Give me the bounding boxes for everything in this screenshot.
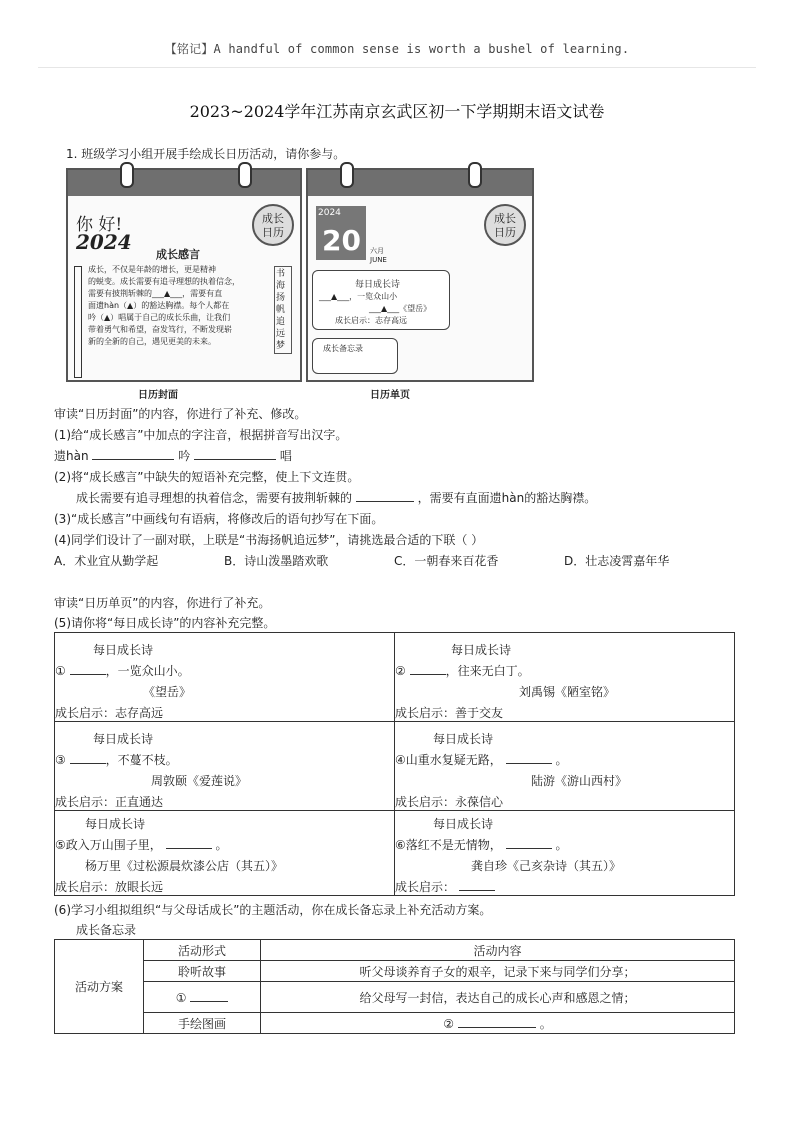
option-a[interactable]: A．术业宜从勤学起 [54, 554, 159, 568]
page-year: 2024 [318, 208, 341, 218]
poem-cell [55, 722, 395, 811]
poem-num: ③ [55, 753, 66, 767]
memo-label: 成长备忘录 [76, 923, 137, 937]
answer-line-1-2 [76, 489, 596, 506]
memo-content [261, 1013, 735, 1034]
page-memo-title: 成长备忘录 [323, 344, 363, 353]
poem-num: ④ [395, 753, 406, 767]
poem-num: ⑤ [55, 838, 66, 852]
page-month-cn: 六月 [370, 247, 384, 255]
memo-content: 给父母写一封信，表达自己的成长心声和感恩之情； [261, 982, 735, 1013]
cover-text-line: 成长，不仅是年龄的增长，更是精神 [88, 265, 216, 274]
poem-hint: 成长启示：放眼长远 [55, 880, 164, 894]
answer-line-1-1 [54, 447, 292, 464]
calendar-cover [66, 168, 302, 382]
option-d[interactable]: D．壮志凌霄嘉年华 [564, 554, 670, 568]
cover-greeting: 你 好! [76, 215, 123, 235]
cover-year: 2024 [76, 230, 132, 254]
poem-hint [395, 878, 495, 895]
cover-section-title: 成长感言 [156, 248, 200, 261]
poem-post: 。 [555, 753, 568, 767]
poem-line [55, 836, 227, 853]
poem-hint: 成长启示：善于交友 [395, 706, 504, 720]
pinyin-han: 遗hàn [54, 449, 89, 463]
poem-pre: 落红不是无情物， [405, 838, 502, 852]
page-poem-hint: 成长启示：志存高远 [335, 316, 407, 325]
poem-source: 杨万里《过松源晨炊漆公店（其五）》 [85, 859, 284, 873]
poem-source: 龚自珍《己亥杂诗（其五）》 [471, 859, 622, 873]
poem-line [395, 836, 567, 853]
page-title: 2023~2024学年江苏南京玄武区初一下学期期末语文试卷 [189, 102, 605, 121]
poem-title: 每日成长诗 [93, 732, 154, 746]
answer-blank[interactable] [194, 447, 276, 460]
memo-form [144, 982, 261, 1013]
poem-hint: 成长启示：正直通达 [55, 795, 164, 809]
cover-text-line: 带着勇气和希望，奋发笃行，不断发现崭 [88, 325, 232, 334]
answer-blank[interactable] [506, 836, 552, 849]
cover-side-text: 书海扬帆追远梦 [274, 266, 292, 354]
cover-left-bar [74, 266, 82, 378]
intro-cover: 审读“日历封面”的内容，你进行了补充、修改。 [54, 407, 307, 421]
poem-num: ① [55, 664, 66, 678]
poem-cell [55, 633, 395, 722]
cover-text-line: 吟（▲）唱属于自己的成长乐曲，让我们 [88, 313, 231, 322]
question-1-3: (3)“成长感言”中画线句有语病，将修改后的语句抄写在下面。 [54, 512, 384, 526]
cover-text-line: 面遗hàn（▲）的豁达胸襟。每个人都在 [88, 301, 230, 310]
option-b[interactable]: B．诗山泼墨踏欢歌 [224, 554, 329, 568]
ring-icon [340, 162, 354, 188]
answer-blank[interactable] [458, 1015, 536, 1028]
header-motto: 【铭记】A handful of common sense is worth a bushel of learning. [164, 42, 630, 56]
poem-title: 每日成长诗 [433, 817, 494, 831]
answer-blank[interactable] [70, 751, 106, 764]
answer-blank[interactable] [92, 447, 174, 460]
poem-hint: 成长启示：永葆信心 [395, 795, 504, 809]
poem-table [54, 632, 735, 896]
poem-line [55, 751, 178, 768]
header-divider [38, 67, 756, 68]
memo-head-content: 活动内容 [261, 940, 735, 961]
answer-blank[interactable] [356, 489, 414, 502]
poem-cell [395, 633, 735, 722]
answer-blank[interactable] [166, 836, 212, 849]
char-chang: 唱 [279, 449, 292, 463]
poem-pre: 政入万山围子里， [65, 838, 162, 852]
ring-icon [468, 162, 482, 188]
cover-text [88, 264, 270, 348]
ring-icon [120, 162, 134, 188]
poem-line [395, 662, 530, 679]
question-1-5: (5)请你将“每日成长诗”的内容补充完整。 [54, 616, 276, 630]
poem-pre: 山重水复疑无路， [405, 753, 502, 767]
poem-cell [55, 811, 395, 896]
memo-form-num: ① [175, 991, 187, 1005]
page-poem-box [312, 270, 450, 330]
poem-cell [395, 722, 735, 811]
answer-blank[interactable] [410, 662, 446, 675]
memo-content-num: ② [443, 1016, 455, 1031]
poem-source: 周敦颐《爱莲说》 [151, 774, 248, 788]
memo-row-label: 活动方案 [55, 940, 144, 1034]
page-poem-title: 每日成长诗 [355, 280, 401, 290]
question-1-6: (6)学习小组拟组织“与父母话成长”的主题活动，你在成长备忘录上补充活动方案。 [54, 903, 492, 917]
poem-source: 《望岳》 [143, 685, 192, 699]
q2-text-a: 成长需要有追寻理想的执着信念，需要有披荆斩棘的 [76, 491, 353, 505]
poem-source: 刘禹锡《陋室铭》 [519, 685, 616, 699]
page-badge: 成长 日历 [484, 204, 526, 246]
char-yin: 吟 [178, 449, 191, 463]
poem-line [395, 751, 567, 768]
answer-blank[interactable] [190, 989, 228, 1002]
calendar-page [306, 168, 534, 382]
poem-title: 每日成长诗 [451, 643, 512, 657]
cover-caption: 日历封面 [138, 390, 178, 401]
page-caption: 日历单页 [370, 390, 410, 401]
answer-blank[interactable] [506, 751, 552, 764]
memo-form: 聆听故事 [144, 961, 261, 982]
answer-blank[interactable] [70, 662, 106, 675]
poem-post: ，往来无白丁。 [445, 664, 530, 678]
poem-post: 。 [215, 838, 228, 852]
ring-icon [238, 162, 252, 188]
poem-cell [395, 811, 735, 896]
calendar-cover-header [68, 170, 300, 196]
option-c[interactable]: C．一朝春来百花香 [394, 554, 499, 568]
poem-num: ⑥ [395, 838, 406, 852]
poem-title: 每日成长诗 [93, 643, 154, 657]
poem-post: ，不蔓不枝。 [105, 753, 178, 767]
question-1-1: (1)给“成长感言”中加点的字注音，根据拼音写出汉字。 [54, 428, 348, 442]
question-1-2: (2)将“成长感言”中缺失的短语补充完整，使上下文连贯。 [54, 470, 360, 484]
poem-post: 。 [555, 838, 568, 852]
poem-title: 每日成长诗 [85, 817, 146, 831]
q2-text-b: ，需要有直面遗hàn的豁达胸襟。 [417, 491, 597, 505]
answer-blank[interactable] [459, 878, 495, 891]
memo-content-suffix: 。 [539, 1016, 552, 1031]
memo-head-form: 活动形式 [144, 940, 261, 961]
poem-source: 陆游《游山西村》 [531, 774, 628, 788]
poem-num: ② [395, 664, 406, 678]
poem-hint-label: 成长启示： [395, 880, 456, 894]
intro-page: 审读“日历单页”的内容，你进行了补充。 [54, 596, 271, 610]
memo-form: 手绘图画 [144, 1013, 261, 1034]
question-1-4: (4)同学们设计了一副对联，上联是“书海扬帆追远梦”，请挑选最合适的下联（ ） [54, 533, 484, 547]
page-month-en: JUNE [370, 256, 387, 264]
poem-post: ，一览众山小。 [105, 664, 190, 678]
memo-content: 听父母谈养育子女的艰辛，记录下来与同学们分享； [261, 961, 735, 982]
question-1-stem: 1. 班级学习小组开展手绘成长日历活动，请你参与。 [66, 147, 346, 161]
poem-hint: 成长启示：志存高远 [55, 706, 164, 720]
page-poem-line: ___▲___《望岳》 [369, 304, 432, 313]
cover-text-line: 需要有披荆斩棘的___▲___，需要有直 [88, 289, 223, 298]
poem-line [55, 662, 190, 679]
page-poem-line: ___▲___，一览众山小 [319, 292, 398, 301]
page-memo-box [312, 338, 398, 374]
cover-text-line: 的蜕变。成长需要有追寻理想的执着信念， [88, 277, 240, 286]
cover-text-line: 新的全新的自己，遇见更美的未来。 [88, 337, 216, 346]
memo-table [54, 939, 735, 1034]
cover-badge: 成长 日历 [252, 204, 294, 246]
page-day: 20 [322, 224, 361, 257]
poem-title: 每日成长诗 [433, 732, 494, 746]
